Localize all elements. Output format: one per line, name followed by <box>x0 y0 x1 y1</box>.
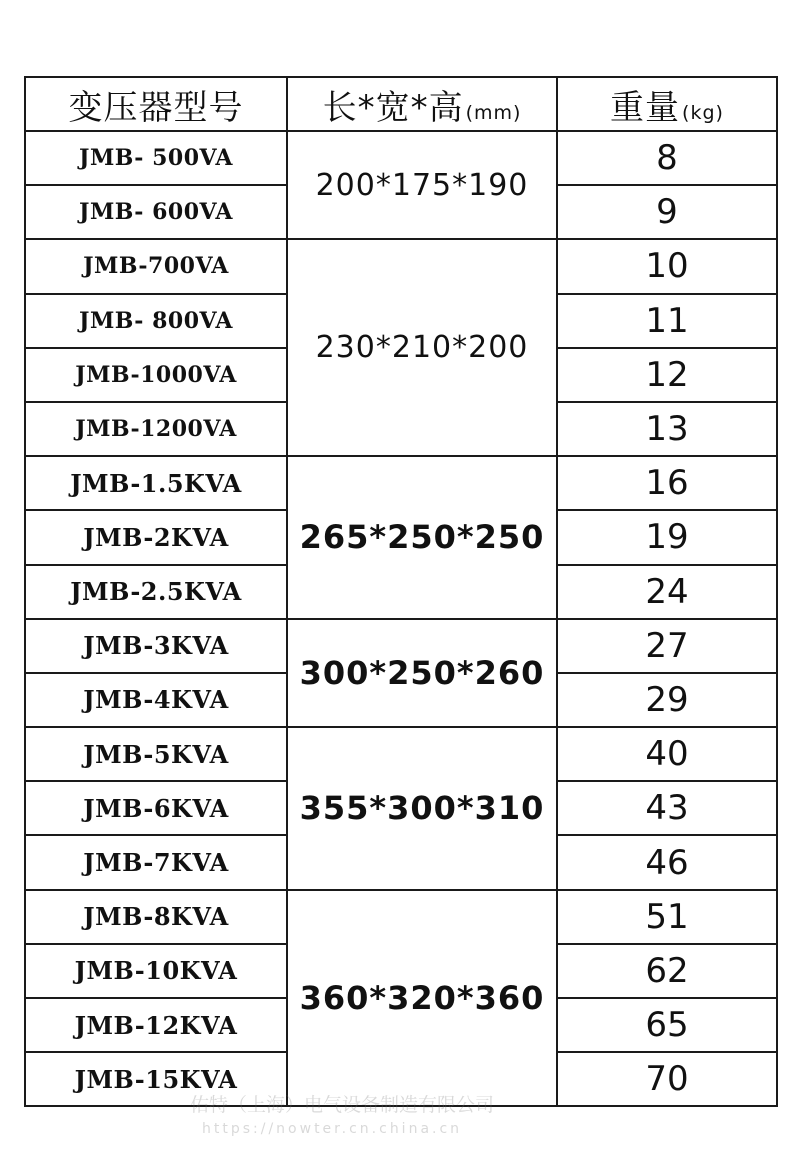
spec-sheet <box>24 76 776 1107</box>
model-cell: JMB- 500VA <box>25 131 287 185</box>
model-cell: JMB-12KVA <box>25 998 287 1052</box>
table-body <box>25 131 777 1106</box>
weight-cell: 8 <box>557 131 777 185</box>
dimensions-cell: 300*250*260 <box>287 619 557 727</box>
weight-cell: 46 <box>557 835 777 889</box>
model-cell: JMB-7KVA <box>25 835 287 889</box>
weight-cell: 13 <box>557 402 777 456</box>
dimensions-cell: 360*320*360 <box>287 890 557 1107</box>
table-row <box>25 727 777 781</box>
table-row <box>25 131 777 185</box>
model-cell: JMB-4KVA <box>25 673 287 727</box>
weight-cell: 10 <box>557 239 777 293</box>
watermark-company: 佑特（上海）电气设备制造有限公司 <box>190 1094 495 1116</box>
model-cell: JMB-1.5KVA <box>25 456 287 510</box>
model-cell: JMB-6KVA <box>25 781 287 835</box>
weight-cell: 16 <box>557 456 777 510</box>
weight-cell: 12 <box>557 348 777 402</box>
weight-cell: 29 <box>557 673 777 727</box>
header-weight-unit: (kg) <box>682 101 724 124</box>
table-row <box>25 456 777 510</box>
model-cell: JMB-2.5KVA <box>25 565 287 619</box>
model-cell: JMB- 600VA <box>25 185 287 239</box>
model-cell: JMB-10KVA <box>25 944 287 998</box>
model-cell: JMB- 800VA <box>25 294 287 348</box>
table-row <box>25 619 777 673</box>
weight-cell: 65 <box>557 998 777 1052</box>
table-row <box>25 239 777 293</box>
weight-cell: 19 <box>557 510 777 564</box>
header-weight: 重量 (kg) <box>557 77 777 131</box>
weight-cell: 51 <box>557 890 777 944</box>
weight-cell: 43 <box>557 781 777 835</box>
model-cell: JMB-8KVA <box>25 890 287 944</box>
model-cell: JMB-2KVA <box>25 510 287 564</box>
table-row <box>25 890 777 944</box>
dimensions-cell: 200*175*190 <box>287 131 557 239</box>
weight-cell: 70 <box>557 1052 777 1106</box>
weight-cell: 40 <box>557 727 777 781</box>
dimensions-cell: 355*300*310 <box>287 727 557 890</box>
watermark-url: https://nowter.cn.china.cn <box>202 1121 463 1137</box>
model-cell: JMB-1000VA <box>25 348 287 402</box>
dimensions-cell: 230*210*200 <box>287 239 557 456</box>
model-cell: JMB-15KVA <box>25 1052 287 1106</box>
model-cell: JMB-1200VA <box>25 402 287 456</box>
header-row <box>25 77 777 131</box>
weight-cell: 24 <box>557 565 777 619</box>
weight-cell: 62 <box>557 944 777 998</box>
transformer-spec-table <box>24 76 778 1107</box>
header-dimensions: 长*宽*高 (mm) <box>287 77 557 131</box>
model-cell: JMB-700VA <box>25 239 287 293</box>
weight-cell: 9 <box>557 185 777 239</box>
model-cell: JMB-3KVA <box>25 619 287 673</box>
weight-cell: 11 <box>557 294 777 348</box>
model-cell: JMB-5KVA <box>25 727 287 781</box>
header-dimensions-unit: (mm) <box>465 101 522 124</box>
weight-cell: 27 <box>557 619 777 673</box>
header-model: 变压器型号 <box>25 77 287 131</box>
dimensions-cell: 265*250*250 <box>287 456 557 619</box>
